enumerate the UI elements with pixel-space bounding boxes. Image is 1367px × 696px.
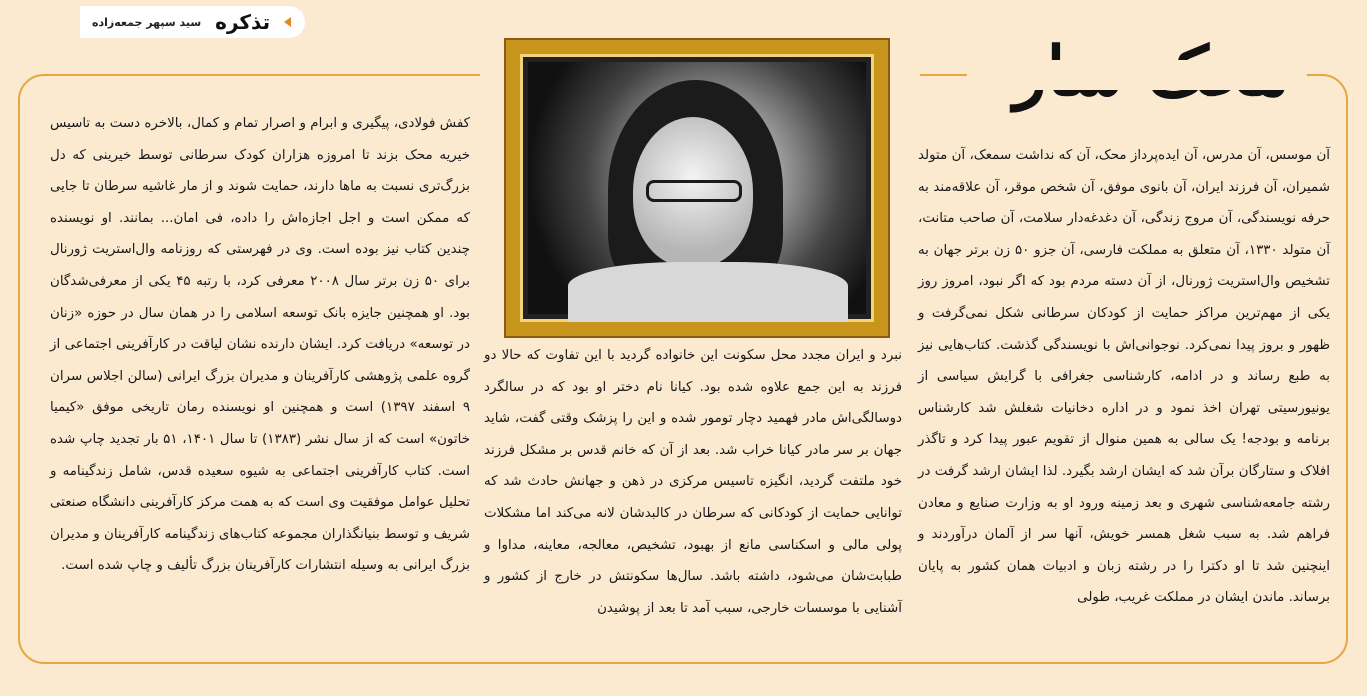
- portrait-scarf: [568, 262, 848, 322]
- arrow-icon: [284, 17, 291, 27]
- text-column-left: کفش فولادی، پیگیری و ابرام و اصرار تمام و کمال، بالاخره دست به تاسیس خیریه محک بزند تا امروزه هزاران کودک سرطانی توسط خیرینی که دل بزرگ‌تری نسبت به ماها دارند، حمایت شوند و از مار غاشیه سرطان تا جایی که ممکن است و اجل اجازه‌اش را داده، فی امان... بمانند. او نویسنده چندین کتاب نیز بوده است. وی در فهرستی که روزنامه وال‌استریت ژورنال برای ۵۰ زن برتر سال ۲۰۰۸ معرفی کرد، با رتبه ۴۵ یکی از معرفی‌شدگان بود. او همچنین جایزه بانک توسعه اسلامی را در همان سال در حوزه «زنان در توسعه» دریافت کرد. ایشان دارنده نشان لیاقت در کارآفرینی اجتماعی از گروه علمی پژوهشی کارآفرینان و مدیران بزرگ ایرانی (سالن اجلاس سران ۹ اسفند ۱۳۹۷) است و همچنین او نویسنده رمان تاریخی موفق «کیمیا خاتون» است که از سال نشر (۱۳۸۳) تا سال ۱۴۰۱، ۵۱ بار تجدید چاپ شده است. کتاب کارآفرینی اجتماعی به شیوه سعیده قدس، شامل زندگینامه و تحلیل عوامل موفقیت وی است که به همت مرکز کارآفرینی دانشگاه صنعتی شریف و توسط بنیانگذاران مجموعه کتاب‌های زندگینامه کارآفرینان و مدیران بزرگ ایرانی به وسیله انتشارات کارآفرینان بزرگ تألیف و چاپ شده است.: [50, 116, 471, 574]
- section-title: تذکره: [215, 10, 271, 34]
- text-column-right: آن موسس، آن مدرس، آن ایده‌پرداز محک، آن که نداشت سمعک، آن متولد شمیران، آن فرزند ایران، آن بانوی موفق، آن شخص موقر، آن علاقه‌مند به حرفه نویسندگی، آن مروج زندگی، آن دغدغه‌دار سلامت، آن صاحب متانت، آن متولد ۱۳۳۰، آن متعلق به مملکت فارسی، آن جزو ۵۰ زن برتر جهان به تشخیص وال‌استریت ژورنال، از آن دسته مردم بود که اگر نبود، امروز روز یکی از مهم‌ترین مراکز حمایت از کودکان سرطانی شکل نمی‌گرفت و ظهور و بروز پیدا نمی‌کرد. نوجوانی‌اش با نویسندگی گذشت. کتاب‌هایی نیز به طبع رساند و در ادامه، کارشناسی جغرافی با گرایش سیاسی از یونیورسیتی تهران اخذ نمود و در اداره دخانیات شغلش شد کارشناس برنامه و بودجه! یک سالی به همین منوال از تقویم عبور پیدا کرد و تاگذر افلاک و ستارگان برآن شد که ایشان ارشد بگیرد. لذا ایشان ارشد گرفت در رشته جامعه‌شناسی شهری و بعد زمینه ورود او به وزارت صنایع و معادن فراهم شد. به سبب شغل همسر خویش، آنها سر از آلمان درآوردند و اینچنین شد تا او دکترا را در رشته زبان و ادبیات همان کشور به پایان برساند. ماندن ایشان در مملکت غریب، طولی: [918, 148, 1331, 606]
- portrait-glasses: [646, 180, 742, 202]
- border-gap-title: [967, 60, 1307, 90]
- portrait-photo: [528, 62, 866, 314]
- author-name: سید سپهر جمعه‌زاده: [92, 15, 202, 29]
- section-tag: [80, 6, 305, 38]
- text-column-middle: نبرد و ایران مجدد محل سکونت این خانواده گردید با این تفاوت که حالا دو فرزند به این جمع علاوه شده بود. کیانا نام دختر او بود که در سالگرد دوسالگی‌اش مادر فهمید دچار تومور شده و این را پزشک وقتی گفت، شاید جهان بر سر مادر کیانا خراب شد. بعد از آن که خانم قدس بر مشکل فرزند خود ملتفت گردید، انگیزه تاسیس مرکزی در ذهن و جهانش حادث شد که توانایی حمایت از کودکانی که سرطان در کالبدشان لانه می‌کند اما مشکلات پولی مالی و اسکناسی مانع از بهبود، تشخیص، معالجه، معاینه، مداوا و طبابت‌شان می‌شود، داشته باشد. سال‌ها سکونتش در خارج از کشور و آشنایی با موسسات خارجی، سبب آمد تا بعد از پوشیدن: [484, 348, 902, 616]
- portrait-frame: [506, 40, 888, 336]
